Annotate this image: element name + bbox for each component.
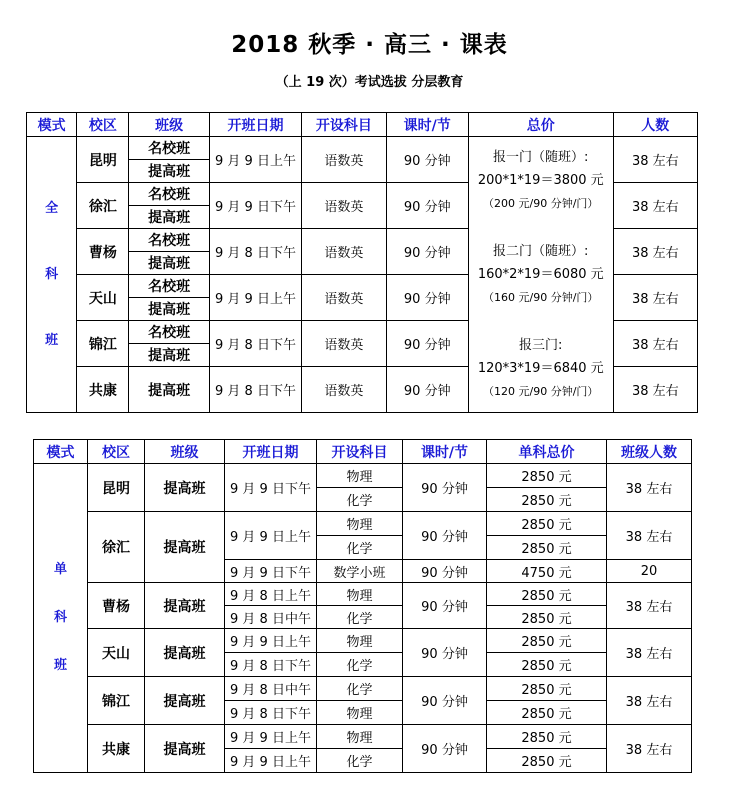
subject-cell: 化学	[317, 488, 403, 512]
table-row	[34, 464, 692, 488]
price-cell: 2850 元	[487, 488, 607, 512]
header-cell: 班级人数	[607, 440, 692, 464]
price-cell: 2850 元	[487, 512, 607, 536]
subjects-cell: 语数英	[302, 229, 386, 275]
date-cell: 9 月 8 日下午	[225, 653, 317, 677]
header-cell: 人数	[613, 113, 697, 137]
table-row	[34, 677, 692, 701]
date-cell: 9 月 8 日下午	[209, 229, 301, 275]
mode-cell: 单 科 班	[34, 464, 88, 773]
subject-cell: 数学小班	[317, 560, 403, 583]
count-cell: 38 左右	[607, 725, 692, 773]
campus-cell: 昆明	[77, 137, 129, 183]
count-cell: 38 左右	[607, 512, 692, 560]
class-cell: 提高班	[145, 464, 225, 512]
campus-cell: 共康	[77, 367, 129, 413]
date-cell: 9 月 8 日中午	[225, 606, 317, 629]
price-cell: 2850 元	[487, 701, 607, 725]
campus-cell: 锦江	[77, 321, 129, 367]
subject-cell: 物理	[317, 629, 403, 653]
count-cell: 38 左右	[607, 464, 692, 512]
price-one-note: （200 元/90 分钟/门）	[483, 197, 599, 210]
campus-cell: 昆明	[88, 464, 145, 512]
hours-cell: 90 分钟	[403, 512, 487, 560]
subjects-cell: 语数英	[302, 321, 386, 367]
price-cell: 2850 元	[487, 725, 607, 749]
hours-cell: 90 分钟	[403, 629, 487, 677]
campus-cell: 天山	[77, 275, 129, 321]
hours-cell: 90 分钟	[403, 583, 487, 629]
page-title: 2018 秋季 · 高三 · 课表	[231, 32, 508, 58]
price-three-formula: 120*3*19＝6840 元	[477, 361, 604, 376]
hours-cell: 90 分钟	[386, 183, 468, 229]
subject-cell: 化学	[317, 677, 403, 701]
subjects-cell: 语数英	[302, 275, 386, 321]
price-cell: 4750 元	[487, 560, 607, 583]
count-cell: 38 左右	[613, 137, 697, 183]
subject-cell: 物理	[317, 583, 403, 606]
class-cell: 提高班	[129, 160, 209, 183]
header-cell: 开设科目	[317, 440, 403, 464]
subjects-cell: 语数英	[302, 367, 386, 413]
page-subtitle: （上 19 次）考试选拔 分层教育	[275, 75, 464, 90]
table-header-row	[34, 440, 692, 464]
class-cell: 提高班	[129, 252, 209, 275]
price-two-formula: 160*2*19＝6080 元	[477, 267, 604, 282]
class-cell: 提高班	[145, 512, 225, 583]
hours-cell: 90 分钟	[386, 321, 468, 367]
class-cell: 提高班	[129, 206, 209, 229]
price-cell: 2850 元	[487, 629, 607, 653]
date-cell: 9 月 9 日上午	[225, 629, 317, 653]
mode-cell: 全 科 班	[27, 137, 77, 413]
date-cell: 9 月 9 日上午	[225, 725, 317, 749]
date-cell: 9 月 8 日下午	[209, 367, 301, 413]
class-cell: 名校班	[129, 321, 209, 344]
campus-cell: 曹杨	[77, 229, 129, 275]
class-cell: 提高班	[145, 583, 225, 629]
subject-cell: 物理	[317, 464, 403, 488]
class-cell: 名校班	[129, 275, 209, 298]
hours-cell: 90 分钟	[403, 725, 487, 773]
price-cell: 2850 元	[487, 653, 607, 677]
campus-cell: 徐汇	[77, 183, 129, 229]
count-cell: 38 左右	[607, 629, 692, 677]
count-cell: 20	[607, 560, 692, 583]
date-cell: 9 月 8 日上午	[225, 583, 317, 606]
class-cell: 提高班	[129, 367, 209, 413]
table-row	[27, 137, 698, 160]
header-cell: 校区	[77, 113, 129, 137]
subjects-cell: 语数英	[302, 137, 386, 183]
price-one-title: 报一门（随班）:	[493, 150, 589, 165]
price-three-title: 报三门:	[519, 338, 563, 353]
header-cell: 开班日期	[209, 113, 301, 137]
table-row	[34, 512, 692, 536]
subjects-cell: 语数英	[302, 183, 386, 229]
price-cell: 2850 元	[487, 583, 607, 606]
class-cell: 名校班	[129, 183, 209, 206]
header-cell: 开班日期	[225, 440, 317, 464]
header-cell: 单科总价	[487, 440, 607, 464]
table-row	[34, 629, 692, 653]
campus-cell: 徐汇	[88, 512, 145, 583]
header-cell: 课时/节	[403, 440, 487, 464]
subject-cell: 物理	[317, 512, 403, 536]
date-cell: 9 月 9 日上午	[209, 275, 301, 321]
count-cell: 38 左右	[607, 677, 692, 725]
price-three-note: （120 元/90 分钟/门）	[483, 385, 599, 398]
hours-cell: 90 分钟	[403, 677, 487, 725]
price-two-note: （160 元/90 分钟/门）	[483, 291, 599, 304]
class-cell: 提高班	[129, 344, 209, 367]
table-row	[34, 725, 692, 749]
header-cell: 模式	[27, 113, 77, 137]
table-header-row	[27, 113, 698, 137]
price-cell	[468, 137, 613, 413]
price-cell: 2850 元	[487, 677, 607, 701]
class-cell: 提高班	[145, 677, 225, 725]
price-cell: 2850 元	[487, 606, 607, 629]
campus-cell: 天山	[88, 629, 145, 677]
table-row	[34, 583, 692, 606]
count-cell: 38 左右	[607, 583, 692, 629]
date-cell: 9 月 9 日下午	[225, 464, 317, 512]
header-cell: 开设科目	[302, 113, 386, 137]
count-cell: 38 左右	[613, 275, 697, 321]
count-cell: 38 左右	[613, 321, 697, 367]
price-one-formula: 200*1*19＝3800 元	[477, 173, 604, 188]
class-cell: 提高班	[145, 629, 225, 677]
date-cell: 9 月 9 日下午	[225, 560, 317, 583]
hours-cell: 90 分钟	[403, 560, 487, 583]
single-subject-schedule-table	[33, 439, 692, 773]
price-cell: 2850 元	[487, 749, 607, 773]
subject-cell: 化学	[317, 749, 403, 773]
hours-cell: 90 分钟	[403, 464, 487, 512]
header-cell: 模式	[34, 440, 88, 464]
count-cell: 38 左右	[613, 183, 697, 229]
class-cell: 提高班	[145, 725, 225, 773]
price-two-title: 报二门（随班）:	[493, 244, 589, 259]
price-cell: 2850 元	[487, 536, 607, 560]
campus-cell: 曹杨	[88, 583, 145, 629]
hours-cell: 90 分钟	[386, 367, 468, 413]
campus-cell: 共康	[88, 725, 145, 773]
subject-cell: 化学	[317, 536, 403, 560]
hours-cell: 90 分钟	[386, 229, 468, 275]
subject-cell: 化学	[317, 606, 403, 629]
price-cell: 2850 元	[487, 464, 607, 488]
date-cell: 9 月 8 日下午	[209, 321, 301, 367]
header-cell: 校区	[88, 440, 145, 464]
subject-cell: 物理	[317, 701, 403, 725]
subject-cell: 化学	[317, 653, 403, 677]
date-cell: 9 月 8 日中午	[225, 677, 317, 701]
hours-cell: 90 分钟	[386, 137, 468, 183]
class-cell: 提高班	[129, 298, 209, 321]
header-cell: 班级	[145, 440, 225, 464]
count-cell: 38 左右	[613, 367, 697, 413]
campus-cell: 锦江	[88, 677, 145, 725]
hours-cell: 90 分钟	[386, 275, 468, 321]
full-subject-schedule-table	[26, 112, 698, 413]
subject-cell: 物理	[317, 725, 403, 749]
header-cell: 课时/节	[386, 113, 468, 137]
date-cell: 9 月 9 日下午	[209, 183, 301, 229]
count-cell: 38 左右	[613, 229, 697, 275]
date-cell: 9 月 9 日上午	[209, 137, 301, 183]
date-cell: 9 月 8 日下午	[225, 701, 317, 725]
header-cell: 班级	[129, 113, 209, 137]
header-cell: 总价	[468, 113, 613, 137]
class-cell: 名校班	[129, 229, 209, 252]
date-cell: 9 月 9 日上午	[225, 749, 317, 773]
class-cell: 名校班	[129, 137, 209, 160]
date-cell: 9 月 9 日上午	[225, 512, 317, 560]
